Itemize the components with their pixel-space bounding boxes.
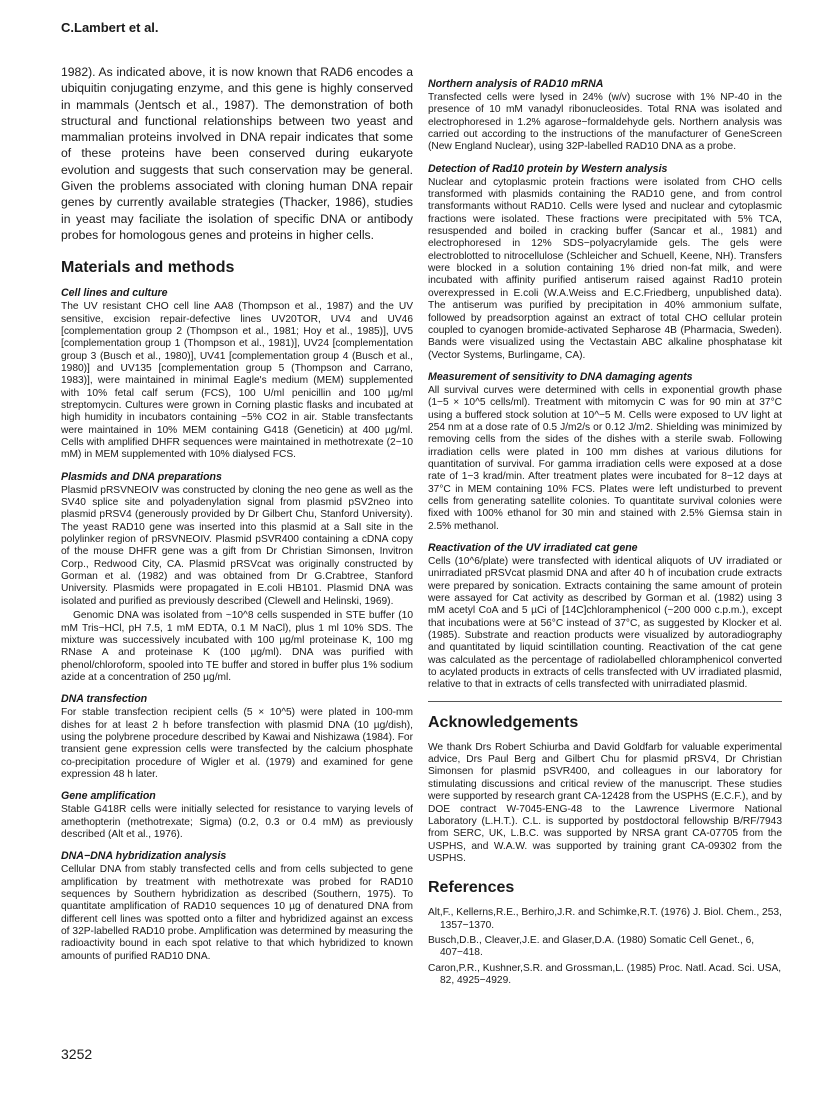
section-paragraph: All survival curves were determined with cells in exponential growth phase (1−5 × 10^5 cells/ml). Treatment with mitomycin C was for 90 min at 37°C using a buffered stock solution at 10^−5 M. Cells were exposed to UV light at 254 nm at a dose rate of 0.5 J/m2/s or 0.12 J/m2. Shielding was minimized by removing cells from the sides of the dishes with a sterile swab. Following irradiation cells were plated in 100 mm dishes at various dilutions for quantitation of survival. For gamma irradiation cells were exposed at a dose rate of 1−3 krad/min. After treatment plates were incubated for 8−12 days at 37°C in MEM containing 10% FCS. Plates were left undisturbed to prevent cells from generating satellite colonies. To quantitate survival colonies were fixed with 100% ethanol for 30 min and stained with 2.5% Giemsa stain in 2.5% methanol.: [428, 384, 782, 532]
section-hybridization: [61, 850, 413, 963]
intro-paragraph: 1982). As indicated above, it is now known that RAD6 encodes a ubiquitin conjugating enzyme, and this gene is highly conserved in mammals (Jentsch et al., 1987). The demonstration of both structural and functional relationships between two yeast and mammalian proteins involved in DNA repair indicates that some of these proteins have been conserved during eukaryote evolution and suggests that such conservation may be general. Given the problems associated with cloning human DNA repair genes by currently available strategies (Thacker, 1986), studies in yeast may faciliate the isolation of specific DNA or antibody probes for homologous genes and proteins in higher cells.: [61, 65, 413, 242]
section-title: Northern analysis of RAD10 mRNA: [428, 78, 604, 90]
section-cell-lines: [61, 287, 413, 461]
running-head: C.Lambert et al.: [61, 20, 159, 35]
references-heading: References: [428, 879, 515, 897]
section-paragraph: Stable G418R cells were initially selected for resistance to varying levels of amethopterin (methotrexate; Sigma) (0.2, 0.3 or 0.4 mM) as previously described (Alt et al., 1976).: [61, 804, 413, 840]
page-number: 3252: [61, 1046, 93, 1062]
section-plasmids: [61, 471, 413, 685]
section-title: Reactivation of the UV irradiated cat gene: [428, 542, 638, 554]
methods-heading: Materials and methods: [61, 259, 235, 277]
section-title: DNA−DNA hybridization analysis: [61, 850, 227, 863]
section-reactivation: [428, 542, 782, 692]
section-sensitivity: [428, 371, 782, 533]
section-divider: [428, 701, 782, 702]
section-paragraph: The UV resistant CHO cell line AA8 (Thompson et al., 1987) and the UV sensitive, excision repair-defective lines UV20TOR, UV4 and UV46 [complementation group 2 (Thompson et al., 1981; Hoy et al., 1985)], UV5 [complementation group 1 (Thompson et al., 1981)], UV24 [complementation group 3 (Busch et al., 1980)], UV41 [complementation group 4 (Busch et al., 1980)] and UV135 [complementation group 5 (Thompson and Carrano, 1983)], were maintained in minimal Eagle's medium (MEM) supplemented with 10% fetal calf serum (FCS), 100 U/ml penicillin and 100 µg/ml streptomycin. Cultures were grown in Corning plastic flasks and incubated at high humidity in incubators containing ~5% CO2 in air. Stable transfectants were maintained in 10% MEM containing G418 (Geneticin) at 400 µg/ml. Cells with amplified DHFR sequences were maintained in methotrexate (2−10 mM) in MEM supplemented with 10% dialysed FCS.: [61, 301, 413, 461]
reference-item: Alt,F., Kellerns,R.E., Berhiro,J.R. and Schimke,R.T. (1976) J. Biol. Chem., 253, 1357−1370.: [428, 907, 782, 931]
section-northern: [428, 78, 782, 154]
section-gene-amplification: [61, 790, 413, 841]
reference-item: Busch,D.B., Cleaver,J.E. and Glaser,D.A. (1980) Somatic Cell Genet., 6, 407−418.: [428, 934, 755, 959]
reference-list: [428, 907, 782, 987]
section-title: Plasmids and DNA preparations: [61, 470, 222, 483]
section-paragraph: For stable transfection recipient cells (5 × 10^5) were plated in 100-mm dishes for at least 2 h before transfection with plasmid DNA (10 µg/dish), using the polybrene procedure described by Kawai and Nishizawa (1984). For transient gene expression cells were transfected by the calcium phosphate co-precipitation procedure of Wigler et al. (1979) and examined for gene expression 48 h later.: [61, 707, 413, 780]
section-paragraph: Nuclear and cytoplasmic protein fractions were isolated from CHO cells transformed with plasmids containing the RAD10 gene, and from control transformants without RAD10. Cells were lysed and nuclear and cytoplasmic fractions were isolated. These fractions were precipitated with 5% TCA, resuspended and boiled in cracking buffer (Sancar et al., 1981) and electrophoresed in 12% SDS−polyacrylamide gels. The gels were electroblotted to nitrocellulose (Schleicher and Schuell, Keene, NH). Transfers were blocked in a solution containing 1% dried non-fat milk, and were incubated with affinity purified antiserum raised against Rad10 protein overexpressed in E.coli (W.A.Weiss and E.C.Friedberg, unpublished data). The antiserum was purified by precipitation in 40% ammonium sulfate, followed by preadsorption against an extract of total CHO cellular protein coupled to cyanogen bromide-activated Sepharose 4B (Pharmacia, Sweden). Bands were visualized using the Vectastain ABC alkaline phosphatase kit (Vector Systems, Burlingame, CA).: [428, 176, 782, 361]
section-title: Cell lines and culture: [61, 287, 168, 300]
section-western: [428, 163, 782, 362]
section-paragraph: Plasmid pRSVNEOIV was constructed by cloning the neo gene as well as the SV40 splice site and polyadenylation signal from plasmid pSV2neo into plasmid pRSV4 (generously provided by Dr Gilbert Chu, Stanford University). The yeast RAD10 gene was inserted into this plasmid at a SalI site in the polylinker region of pRSVNEOIV. Plasmid pSVR400 containing a cDNA copy of the mouse DHFR gene was a gift from Dr Christian Simonsen, Invitron Corp., Redwood City, CA. Plasmid pRSVcat was originally constructed by Gorman et al. (1982) and was obtained from Dr G.Crabtree, Stanford University. Plasmids were propagated in E.coli HB101. Plasmid DNA was isolated and purified as previously described (Clewell and Helinski, 1969).: [61, 484, 413, 607]
section-dna-transfection: [61, 693, 413, 781]
section-title: DNA transfection: [61, 693, 148, 706]
section-paragraph: Genomic DNA was isolated from ~10^8 cells suspended in STE buffer (10 mM Tris−HCl, pH 7.5, 1 mM EDTA, 0.1 M NaCl), plus 1 ml 10% SDS. The mixture was successively incubated with 100 µg/ml proteinase K, 100 mg RNase A and proteinase K (100 µg/ml). DNA was purified with phenol/chloroform, spooled into TE buffer and stored in buffer plus 1% sodium azide at a concentration of 250 µg/ml.: [61, 610, 413, 683]
acknowledgements-text: We thank Drs Robert Schiurba and David Goldfarb for valuable experimental advice, Drs Paul Berg and Gilbert Chu for plasmid pRSV4, Dr Christian Simonsen for plasmid pSVR400, and colleagues in our laboratory for stimulating discussions and critical review of the manuscript. These studies were supported by research grant CA-12428 from the USPHS (E.C.F.), and by DOE contract W-7045-ENG-48 to the Lawrence Livermore National Laboratory (L.H.T.). C.L. is supported by postdoctoral fellowship B/RF/7943 from SERC, UK, L.B.C. was supported by NRSA grant CA-07705 from the USPHS, and W.A.W. was supported by training grant CA-09302 from the USPHS.: [428, 741, 782, 864]
section-title: Detection of Rad10 protein by Western analysis: [428, 162, 668, 175]
section-title: Measurement of sensitivity to DNA damaging agents: [428, 370, 693, 383]
left-column: [61, 64, 413, 972]
section-title: Gene amplification: [61, 790, 156, 803]
section-paragraph: Cells (10^6/plate) were transfected with identical aliquots of UV irradiated or unirradiated pRSVcat plasmid DNA and after 40 h of incubation crude extracts were prepared by sonication. Extracts containing the same amount of protein were assayed for Cat activity as described by Gorman et al. (1982) using 3 mM acetyl CoA and 5 µCi of [14C]chloramphenicol (~200 000 c.p.m.), except that incubations were at 56°C instead of 37°C, as suggested by Klocker et al. (1985). Substrate and reaction products were visualized by autoradiography and quantitated by liquid scintillation counting. Reactivation of the cat gene was calculated as the percentage of radiolabelled chloramphenicol converted to acylated products in extracts of cells transfected with UV irradiated plasmid, relative to that in extracts of cells transfected with unirradiated plasmid.: [428, 556, 782, 691]
section-paragraph: Cellular DNA from stably transfected cells and from cells subjected to gene amplification by treatment with methotrexate was probed for RAD10 sequences by Southern hybridization as described (Southern, 1975). To quantitate amplification of RAD10 sequences 10 µg of denatured DNA from different cell lines was spotted onto a filter and hybridized against an excess of 32P-labelled RAD10 probe. Amplification was determined by measuring the radioactivity bound in each spot relative to that which hybridized to known amounts of purified RAD10 DNA.: [61, 864, 413, 962]
section-paragraph: Transfected cells were lysed in 24% (w/v) sucrose with 1% NP-40 in the presence of 10 mM vanadyl ribonucleosides. Total RNA was isolated and electrophoresed in 1.2% agarose−formaldehyde gels. Northern analysis was carried out according to the instructions of the manufacturer of GeneScreen (New England Nuclear), using 32P-labelled RAD10 DNA as a probe.: [428, 92, 782, 153]
acknowledgements-heading: Acknowledgements: [428, 713, 579, 731]
right-column: [428, 78, 782, 990]
reference-item: Caron,P.R., Kushner,S.R. and Grossman,L. (1985) Proc. Natl. Acad. Sci. USA, 82, 4925−4929.: [428, 962, 782, 986]
